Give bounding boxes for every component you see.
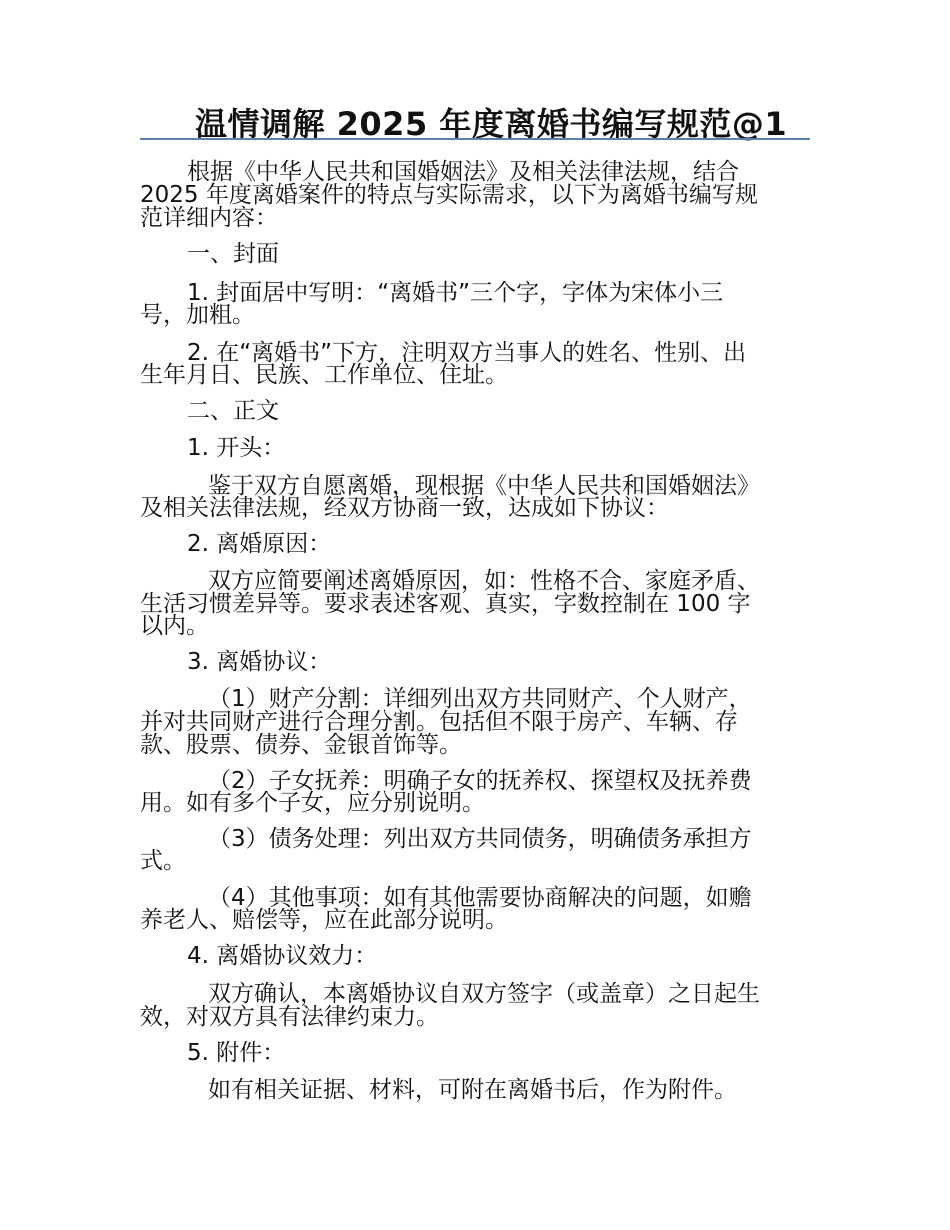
- reason-line-1: 双方应简要阐述离婚原因，如：性格不合、家庭矛盾、: [208, 568, 760, 594]
- document-title: 温情调解 2025 年度离婚书编写规范@1: [195, 105, 788, 143]
- reason-line-2: 生活习惯差异等。要求表述客观、真实，字数控制在 100 字: [140, 591, 751, 617]
- reason-heading: 2. 离婚原因：: [187, 531, 332, 557]
- debts-line-1: （3）债务处理：列出双方共同债务，明确债务承担方: [208, 826, 752, 852]
- attachment-heading: 5. 附件：: [187, 1040, 286, 1066]
- agreement-heading: 3. 离婚协议：: [187, 649, 332, 675]
- reason-line-3: 以内。: [140, 613, 209, 639]
- children-line-1: （2）子女抚养：明确子女的抚养权、探望权及抚养费: [208, 768, 752, 794]
- attachment-line-1: 如有相关证据、材料，可附在离婚书后，作为附件。: [208, 1077, 737, 1103]
- debts-line-2: 式。: [140, 848, 186, 874]
- title-underline: [140, 138, 810, 140]
- cover-item-1-line-1: 1. 封面居中写明：“离婚书”三个字，字体为宋体小三: [187, 280, 724, 306]
- validity-line-2: 效，对双方具有法律约束力。: [140, 1004, 439, 1030]
- other-line-2: 养老人、赔偿等，应在此部分说明。: [140, 907, 508, 933]
- validity-line-1: 双方确认，本离婚协议自双方签字（或盖章）之日起生: [208, 981, 760, 1007]
- property-line-3: 款、股票、债券、金银首饰等。: [140, 732, 462, 758]
- section-heading-cover: 一、封面: [187, 241, 279, 267]
- children-line-2: 用。如有多个子女，应分别说明。: [140, 790, 485, 816]
- other-line-1: （4）其他事项：如有其他需要协商解决的问题，如赡: [208, 885, 752, 911]
- opening-heading: 1. 开头：: [187, 435, 286, 461]
- intro-line-1: 根据《中华人民共和国婚姻法》及相关法律法规，结合: [187, 159, 739, 185]
- section-heading-body: 二、正文: [187, 398, 279, 424]
- property-line-2: 并对共同财产进行合理分割。包括但不限于房产、车辆、存: [140, 709, 738, 735]
- validity-heading: 4. 离婚协议效力：: [187, 943, 378, 969]
- cover-item-2-line-1: 2. 在“离婚书”下方，注明双方当事人的姓名、性别、出: [187, 340, 747, 366]
- opening-line-1: 鉴于双方自愿离婚，现根据《中华人民共和国婚姻法》: [208, 473, 760, 499]
- intro-line-2: 2025 年度离婚案件的特点与实际需求，以下为离婚书编写规: [140, 182, 758, 208]
- intro-line-3: 范详细内容：: [140, 205, 278, 231]
- opening-line-2: 及相关法律法规，经双方协商一致，达成如下协议：: [140, 495, 669, 521]
- property-line-1: （1）财产分割：详细列出双方共同财产、个人财产，: [208, 686, 752, 712]
- cover-item-2-line-2: 生年月日、民族、工作单位、住址。: [140, 362, 508, 388]
- cover-item-1-line-2: 号，加粗。: [140, 302, 255, 328]
